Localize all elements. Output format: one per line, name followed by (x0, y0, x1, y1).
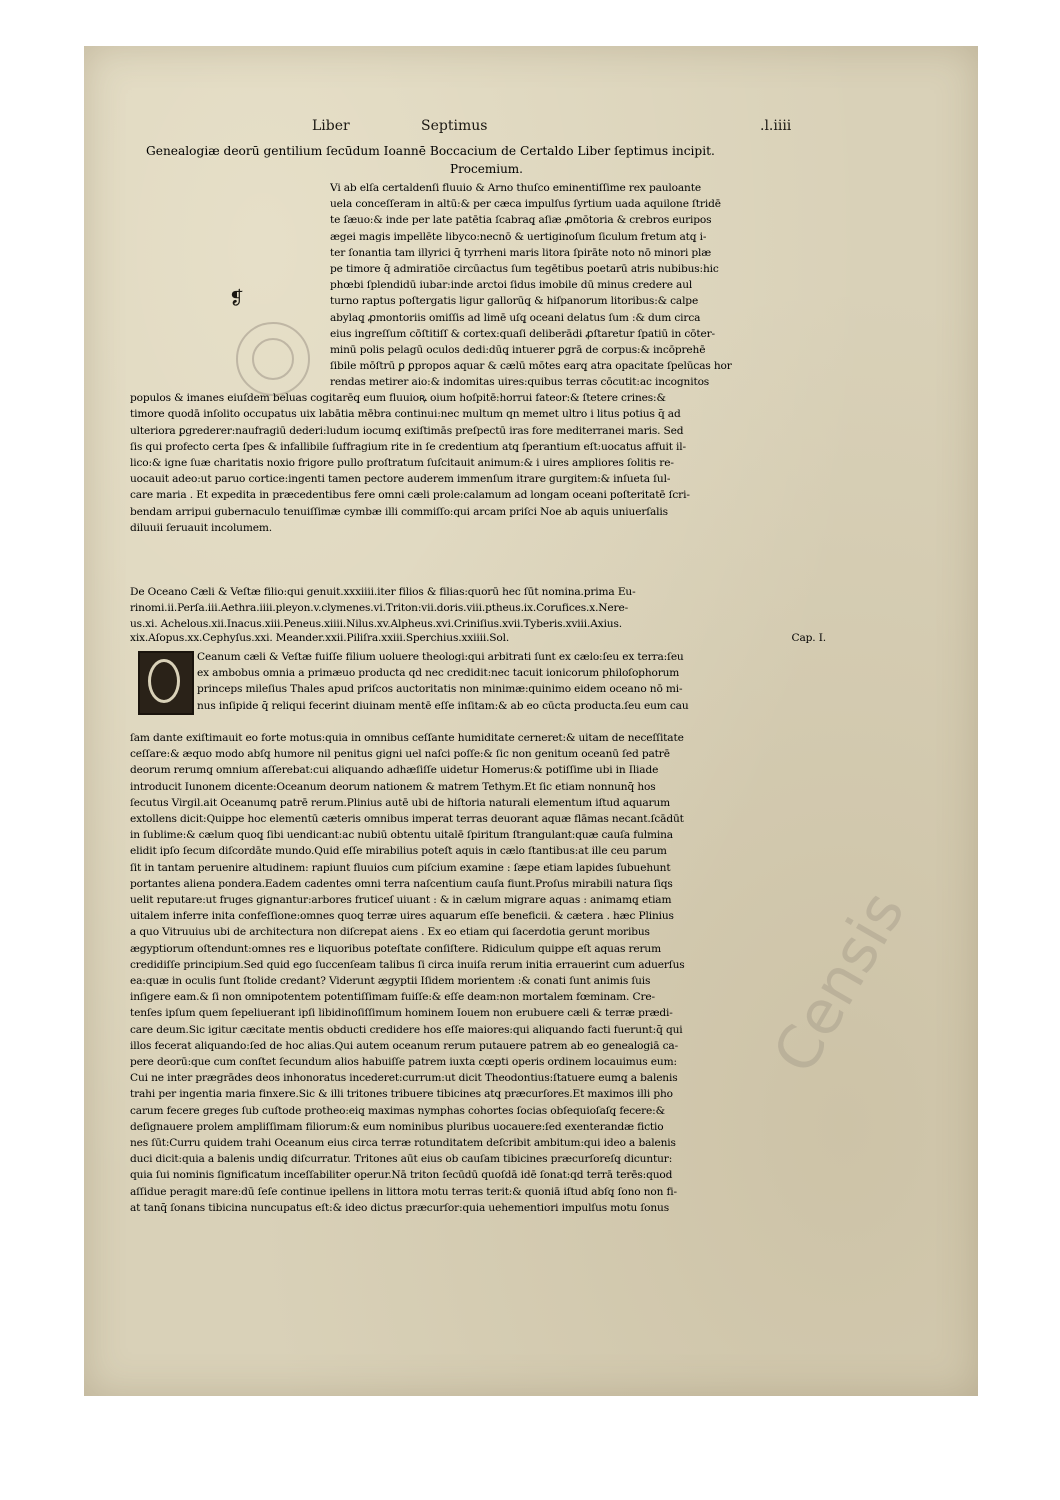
text-line: rendas metirer aio:& indomitas uires:quibus terras cōcutit:ac incognitos (330, 376, 710, 388)
text-line: ſecutus Virgil.ait Oceanumq̨ patrē rerum.Plinius autē ubi de hiſtoria naturali elementum iſtud aquarum (130, 796, 671, 809)
text-line: introducit Iunonem dicente:Oceanum deorum nationem & matrem Tethym.Et ſic etiam nonnunq̄ hos (130, 780, 656, 793)
chapter-opening-text (197, 649, 825, 714)
text-line: a quo Vitruuius ubi de architectura non diſcrepat aiens . Ex eo etiam qui ſacerdotia gerunt moribus (130, 926, 650, 939)
text-line: deſignauere prolem ampliſſimam filiorum:& eum nominibus pluribus uocauere:ſed exenterandæ fictio (130, 1120, 664, 1133)
text-line: ex ambobus omnia a primæuo producta qd nec credidit:nec tacuit ionicorum philoſophorum (197, 667, 680, 680)
text-line: ea:quæ in oculis ſunt ſtolide credant? Viderunt ægyptii Iſidem morientem :& conati ſunt animis ſuis (130, 975, 651, 988)
text-line: duci dicit:quia a balenis undiq̨ diſcurratur. Tritones aūt eius ob cauſam tibicines præcurſoreſq̨ dicuntur: (130, 1153, 673, 1166)
text-line: Ceanum cæli & Veſtæ fuiſſe filium uoluere theologi:qui arbitrati ſunt ex cælo:ſeu ex terra:ſeu (197, 651, 684, 663)
text-line: ægyptiorum oſtendunt:omnes res e liquoribus poteſtate conſiſtere. Ridiculum quippe eſt aquas rerum (130, 942, 662, 955)
text-line: minū polis pelagū oculos dedi:dūq̨ intuerer ꝑgrā de corpus:& incōprehē (330, 344, 706, 357)
text-line: deorum rerumq̨ omnium aſſerebat:cui aliquando adhæſiſſe uidetur Homerus:& potiſſime ubi in Iliade (130, 764, 659, 777)
text-line: De Oceano Cæli & Veſtæ filio:qui genuit.xxxiiii.iter filios & filias:quorū hec ſūt nomina.prima Eu- (130, 586, 636, 598)
folio-number: .l.iiii (760, 118, 792, 134)
text-line: phœbi ſplendidū iubar:inde arctoi ſidus imobile dū minus credere aul (330, 279, 693, 292)
text-line: timore quodā inſolito occupatus uix labātia mēbra continui:nec multum qn memet ultro i litus potius q̄ ad (130, 408, 681, 421)
text-line: credidiſſe principium.Sed quid ego ſuccenſeam talibus ſi circa inuiſa rerum initia errauerint cum aduerſus (130, 958, 685, 971)
text-line: elidit ipſo ſecum diſcordāte mundo.Quid eſſe mirabilius poteſt aquis in cælo ſtantibus:at ille ceu parum (130, 845, 667, 858)
text-line: aſſidue peragit mare:dū ſeſe continue ipellens in littora motu terras terit:& quoniā iſtud abſq̨ ſono non fi- (130, 1185, 677, 1198)
text-line: Vi ab elſa certaldenſi fluuio & Arno thuſco eminentiſſime rex pauloante (330, 182, 701, 194)
text-line: uocauit adeo:ut paruo cortice:ingenti tamen pectore auderem immenſum itrare gurgitem:& inſueta ſul- (130, 473, 671, 486)
running-header-center: Septimus (421, 118, 488, 134)
text-line: ægei magis impellēte libyco:necnō & uertiginoſum ſiculum fretum atq̨ i- (330, 230, 707, 243)
text-line: rinomi.ii.Perſa.iii.Aethra.iiii.pleyon.v.clymenes.vi.Triton:vii.doris.viii.ptheus.ix.Corufices.x.Nere- (130, 602, 629, 615)
proemium-label: Procemium. (450, 162, 523, 176)
text-line: nus inſipide q̄ reliqui fecerint diuinam mentē eſſe inſitam:& ab eo cūcta producta.ſeu eum cau (197, 699, 689, 712)
text-line: populos & imanes eiuſdem beluas cogitarēq̨ eum fluuioꝶ oium hoſpitē:horrui fateor:& ſtetere crines:& (130, 392, 666, 405)
text-line: at tanq̄ ſonans tibicina nuncupatus eſt:& ideo dictus præcurſor:quia uehementiori impulſus motu ſonus (130, 1201, 670, 1214)
text-line: ſis qui profecto certa ſpes & infallibile ſuffragium rite in ſe credentium atq̨ ſperantium eſt:uocatus affuit il- (130, 440, 686, 453)
text-line: inſigere eam.& ſi non omnipotentem potentiſſimam fuiſſe:& eſſe deam:non mortalem fœminam. Cre- (130, 991, 655, 1004)
text-line: ceſſare:& æquo modo abſq̨ humore nil penitus gigni uel naſci poſſe:& ſic non genitum oceanū ſed patrē (130, 748, 670, 761)
text-line: extollens dicit:Quippe hoc elementū cæteris omnibus imperat terras deuorant aquæ flāmas necant.ſcādūt (130, 813, 684, 826)
running-header-left: Liber (312, 118, 350, 134)
book-title: Genealogiæ deorū gentilium ſecūdum Ioannē Boccacium de Certaldo Liber ſeptimus incipit. (146, 144, 715, 158)
text-line: uelit reputare:ut fruges gignantur:arbores fruticeſ uiuant : & in cælum migrare aquas : animamq̨ etiam (130, 894, 672, 907)
text-line: pe timore q̄ admiratiōe circūactus ſum tegētibus poetarū atris nubibus:hic (330, 263, 719, 276)
text-line: abylaq̨ ꝓmontoriis omiſſis ad limē uſq̨ oceani delatus ſum :& dum circa (330, 311, 701, 324)
text-line: illos fecerat aliquando:ſed de hoc alias.Qui autem oceanum rerum putauere patrem ab eo genealogiā ca- (130, 1039, 679, 1052)
text-line: carum fecere greges ſub cuſtode protheo:eiq̨ maximas nymphas cohortes ſocias obſequioſaſq̨ fecere:& (130, 1104, 665, 1117)
watermark: Censis (760, 880, 919, 1085)
chapter-body-text (130, 730, 826, 1216)
proemium-indented-text (330, 180, 825, 374)
text-line: uela conceſſeram in altū:& per cæca impulſus ſyrtium uada aquilone ſtridē (330, 198, 721, 211)
text-line: portantes aliena pondera.Eadem cadentes omni terra naſcentium cauſa fiunt.Proſus mirabili natura ſiqs (130, 877, 673, 890)
text-line: ter ſonantia tam illyrici q̄ tyrrheni maris litora ſpirāte noto nō minori plæ (330, 246, 712, 259)
text-line: te ſæuo:& inde per late patētia ſcabraq̨ aſiæ ꝓmōtoria & crebros euripos (330, 214, 712, 227)
text-line: ſam dante exiſtimauit eo forte motus:quia in omnibus ceſſante humiditate cerneret:& uitam de neceſſitate (130, 732, 684, 744)
text-line: bendam arripui gubernaculo tenuiſſimæ cymbæ illi commiſſo:qui arcam priſci Noe ab aquis uniuerſalis (130, 505, 668, 518)
text-line: quia ſui nominis ſignificatum inceſſabiliter operur.Nā triton ſecūdū quoſdā idē ſonat:qd terrā terēs:quod (130, 1169, 673, 1182)
text-line: ulteriora ꝑgrederer:naufragiū dederi:ludum iocumq̨ exiſtimās preſpectū iras fore mediterranei maris. Sed (130, 424, 684, 437)
proemium-full-text (130, 374, 826, 536)
text-line: care maria . Et expedita in præcedentibus fere omni cæli prole:calamum ad longam oceani poſteritatē ſcri- (130, 489, 690, 502)
text-line: xix.Aſopus.xx.Cephyſus.xxi. Meander.xxii.Piliſra.xxiii.Sperchius.xxiiii.Sol. (130, 632, 510, 644)
text-line: in ſublime:& cælum quoq̨ ſibi uendicant:ac nubiū obtentu uitalē ſpiritum ſtrangulant:quæ cauſa fulmina (130, 829, 673, 842)
text-line: ſit in tantam peruenire altudinem: rapiunt fluuios cum piſcium examine : ſæpe etiam lapides ſubuehunt (130, 861, 671, 874)
oceano-genealogy-list (130, 584, 826, 633)
text-line: princeps mileſius Thales apud priſcos auctoritatis non minimæ:quinimo eidem oceano nō mi- (197, 683, 683, 696)
text-line: eius ingreſſum cōſtitiſſ & cortex:quaſi deliberādi ꝓſtaretur ſpatiū in cōter- (330, 327, 715, 340)
pilcrow-mark: ❡ (229, 288, 245, 309)
text-line: ſibile mōſtrū ꝑ ꝑpropos aquar & cælū mōtes earq̨ atra opacitate ſpelūcas hor (330, 360, 732, 373)
text-line: pere deorū:que cum conſtet ſecundum alios habuiſſe patrem iuxta cœpti operis ordinem locauimus eum: (130, 1056, 677, 1069)
chapter-heading-line (130, 630, 826, 646)
text-line: nes ſūt:Curru quidem trahi Oceanum eius circa terræ rotunditatem deſcribit ambitum:qui ideo a balenis (130, 1137, 676, 1150)
text-line: Cui ne inter prægrādes deos inhonoratus incederet:currum:ut dicit Theodontius:ſtatuere eumq̨ a balenis (130, 1072, 678, 1085)
chapter-number: Cap. I. (791, 632, 826, 644)
decorated-initial-o (138, 651, 194, 715)
text-line: lico:& igne ſuæ charitatis noxio frigore pullo proſtratum ſuſcitauit animum:& i uires ampliores ſolitis re- (130, 457, 674, 470)
text-line: turno raptus poſtergatis ligur gallorūq̨ & hiſpanorum litoribus:& calpe (330, 295, 699, 308)
text-line: trahi per ingentia maria finxere.Sic & illi tritones tribuere tibicines atq̨ præcurſores.Et maximos illi pho (130, 1088, 673, 1101)
text-line: us.xi. Achelous.xii.Inacus.xiii.Peneus.xiiii.Nilus.xv.Alpheus.xvi.Criniſius.xvii.Tyberis.xviii.Axius. (130, 618, 622, 631)
text-line: diluuii ſeruauit incolumem. (130, 521, 272, 534)
text-line: uitalem inferre inita confeſſione:omnes quoq̨ terræ uires aquarum eſſe beneficii. & cætera . hæc Plinius (130, 910, 674, 923)
text-line: tenſes ipſum quem ſepeliuerant ipſi libidinoſiſſimum hominem Iouem non erubuere cæli & terræ prædi- (130, 1007, 673, 1020)
text-line: care deum.Sic igitur cæcitate mentis obducti credidere hos eſſe maiores:qui aliquando facti fuerunt:q̄ qui (130, 1023, 683, 1036)
